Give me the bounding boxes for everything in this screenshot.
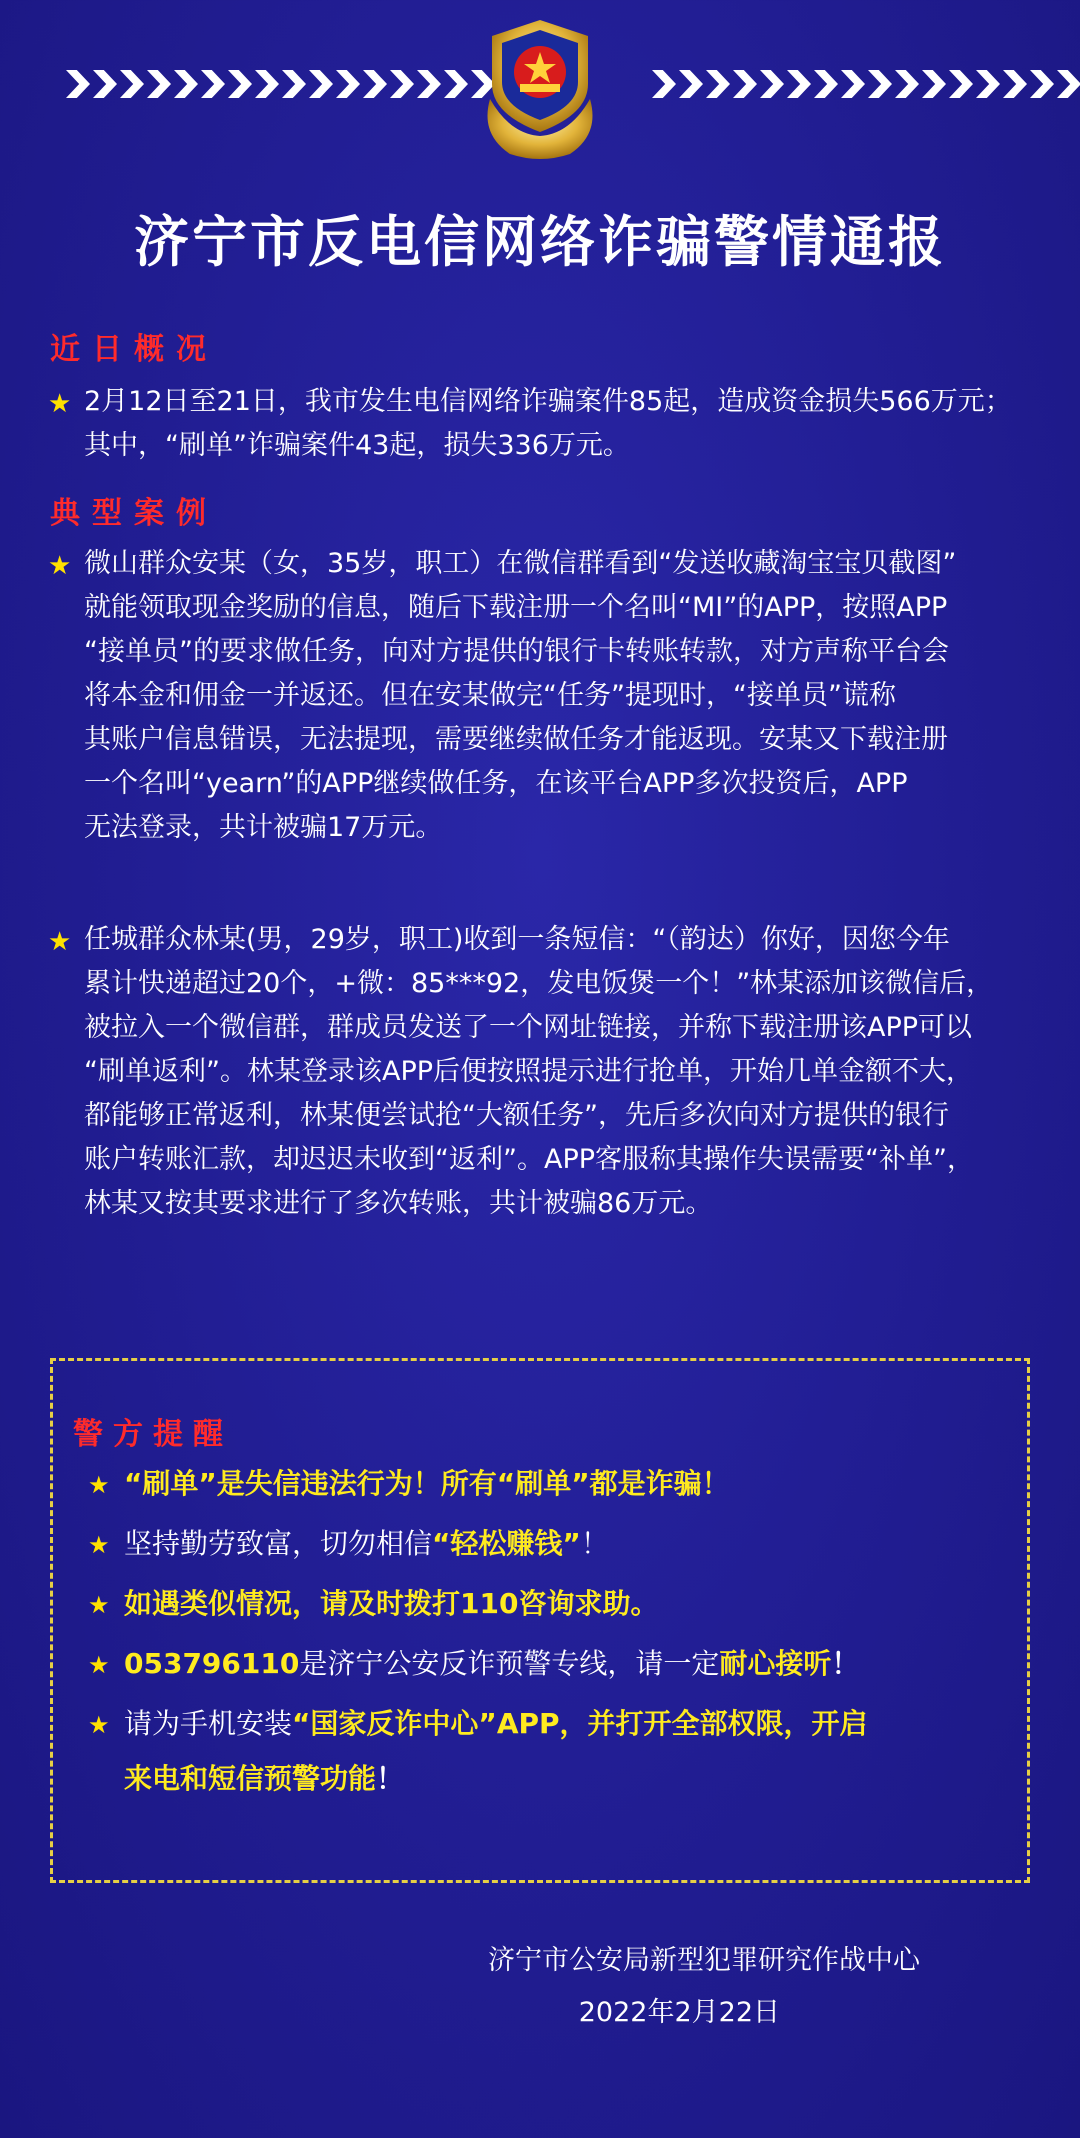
tip-text: 坚持勤劳致富，切勿相信 [124,1527,433,1560]
case2-line: 林某又按其要求进行了多次转账，共计被骗86万元。 [84,1188,713,1219]
case2-line: 被拉入一个微信群，群成员发送了一个网址链接，并称下载注册该APP可以 [84,1012,973,1043]
police-emblem-icon [470,14,610,164]
tip-text: ！ [376,1762,405,1795]
case2-line: 累计快递超过20个，+微：85***92，发电饭煲一个！”林某添加该微信后， [84,968,994,999]
alert-tip [88,1459,730,1510]
tip-highlight: 来电和短信预警功能 [124,1762,377,1795]
tip-text: 如遇类似情况，请及时拨打110咨询求助。 [124,1587,659,1620]
overview-line: 2月12日至21日，我市发生电信网络诈骗案件85起，造成资金损失566万元； [84,386,1012,417]
footer-date: 2022年2月22日 [578,1997,780,2028]
star-icon: ★ [88,1531,110,1559]
tip-text: ！ [580,1527,609,1560]
case2-line: “刷单返利”。林某登录该APP后便按照提示进行抢单，开始几单金额不大， [84,1056,974,1087]
star-icon: ★ [48,927,72,957]
star-icon: ★ [88,1591,110,1619]
footer-organization: 济宁市公安局新型犯罪研究作战中心 [488,1945,920,1976]
case-item-1 [48,542,1048,850]
right-chevron-banner [652,70,1080,102]
case2-line: 都能够正常返利，林某便尝试抢“大额任务”，先后多次向对方提供的银行 [84,1100,949,1131]
overview-line: 其中，“刷单”诈骗案件43起，损失336万元。 [84,430,630,461]
alert-tip [88,1639,859,1690]
tip-highlight: “国家反诈中心”APP，并打开全部权限，开启 [292,1707,868,1740]
alert-tip-continued [124,1754,404,1804]
alert-tip [88,1579,658,1630]
alert-tip [88,1699,868,1750]
case1-line: 就能领取现金奖励的信息，随后下载注册一个名叫“MI”的APP，按照APP [84,592,948,623]
case1-line: 一个名叫“yearn”的APP继续做任务，在该平台APP多次投资后，APP [84,768,908,799]
star-icon: ★ [48,551,72,581]
case1-line: 微山群众安某（女，35岁，职工）在微信群看到“发送收藏淘宝宝贝截图” [84,548,957,579]
left-chevron-banner [66,70,495,102]
alert-tip [88,1519,609,1570]
case2-line: 任城群众林某(男，29岁，职工)收到一条短信：“（韵达）你好，因您今年 [84,924,950,955]
police-alert-box [50,1358,1030,1883]
case-item-2 [48,918,1048,1226]
case1-line: 将本金和佣金一并返还。但在安某做完“任务”提现时，“接单员”谎称 [84,680,896,711]
case1-line: “接单员”的要求做任务，向对方提供的银行卡转账转款，对方声称平台会 [84,636,949,667]
star-icon: ★ [88,1711,110,1739]
alert-heading: 警方提醒 [73,1417,233,1452]
tip-text: 是济宁公安反诈预警专线，请一定 [299,1647,720,1680]
overview-heading: 近日概况 [50,332,218,367]
star-icon: ★ [48,389,72,419]
tip-highlight: “轻松赚钱” [432,1527,581,1560]
header [0,0,1080,190]
tip-phone: 053796110 [124,1647,300,1680]
overview-item [48,380,1048,468]
tip-text: ！ [831,1647,860,1680]
case2-line: 账户转账汇款，却迟迟未收到“返利”。APP客服称其操作失误需要“补单”， [84,1144,974,1175]
tip-text: 请为手机安装 [124,1707,293,1740]
case1-line: 其账户信息错误，无法提现，需要继续做任务才能返现。安某又下载注册 [84,724,948,755]
star-icon: ★ [88,1471,110,1499]
cases-heading: 典型案例 [50,496,218,531]
case1-line: 无法登录，共计被骗17万元。 [84,812,443,843]
tip-highlight: 耐心接听 [719,1647,832,1680]
tip-text: “刷单”是失信违法行为！所有“刷单”都是诈骗！ [124,1467,730,1500]
star-icon: ★ [88,1651,110,1679]
page-title: 济宁市反电信网络诈骗警情通报 [133,210,946,274]
